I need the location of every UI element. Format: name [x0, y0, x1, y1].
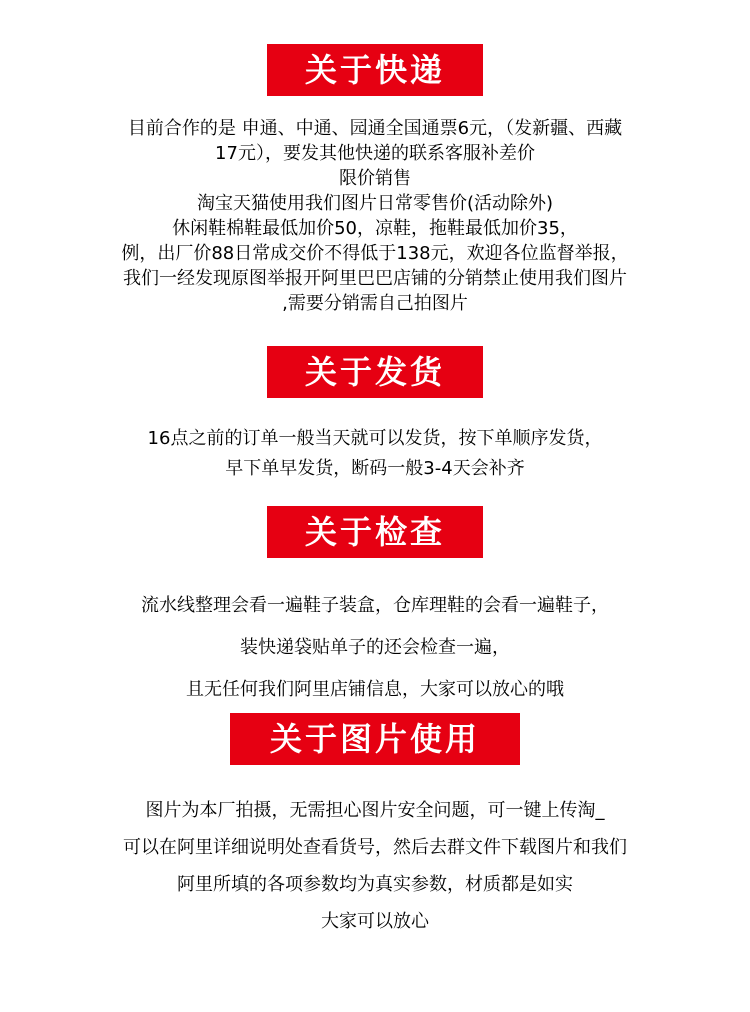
text-line: 限价销售 [339, 168, 411, 189]
section-title-shipping: 关于发货 [267, 346, 483, 398]
text-line: 大家可以放心 [321, 911, 429, 932]
text-line: 图片为本厂拍摄，无需担心图片安全问题，可一键上传淘_ [145, 800, 605, 821]
text-line: 例，出厂价88日常成交价不得低于138元，欢迎各位监督举报， [121, 243, 629, 264]
section-title-inspection: 关于检查 [267, 506, 483, 558]
text-line: 休闲鞋棉鞋最低加价50，凉鞋，拖鞋最低加价35， [172, 218, 578, 239]
text-line: 早下单早发货，断码一般3-4天会补齐 [225, 458, 525, 479]
section-body-inspection [40, 585, 710, 711]
section-body-express [40, 116, 710, 316]
text-line: 装快递袋贴单子的还会检查一遍， [240, 637, 510, 658]
section-body-shipping [40, 424, 710, 484]
text-line: 且无任何我们阿里店铺信息，大家可以放心的哦 [186, 679, 564, 700]
text-line: 16点之前的订单一般当天就可以发货，按下单顺序发货， [147, 428, 603, 449]
section-body-images [40, 792, 710, 940]
text-line: 流水线整理会看一遍鞋子装盒，仓库理鞋的会看一遍鞋子， [141, 595, 609, 616]
section-title-images: 关于图片使用 [230, 713, 520, 765]
text-line: ,需要分销需自己拍图片 [282, 293, 468, 314]
text-line: 我们一经发现原图举报开阿里巴巴店铺的分销禁止使用我们图片 [123, 268, 627, 289]
text-line: 淘宝天猫使用我们图片日常零售价(活动除外) [196, 193, 554, 214]
text-line: 目前合作的是 申通、中通、园通全国通票6元，（发新疆、西藏 [127, 118, 623, 139]
section-title-express: 关于快递 [267, 44, 483, 96]
text-line: 17元），要发其他快递的联系客服补差价 [215, 143, 535, 164]
text-line: 可以在阿里详细说明处查看货号，然后去群文件下载图片和我们 [123, 837, 627, 858]
text-line: 阿里所填的各项参数均为真实参数，材质都是如实 [177, 874, 573, 895]
